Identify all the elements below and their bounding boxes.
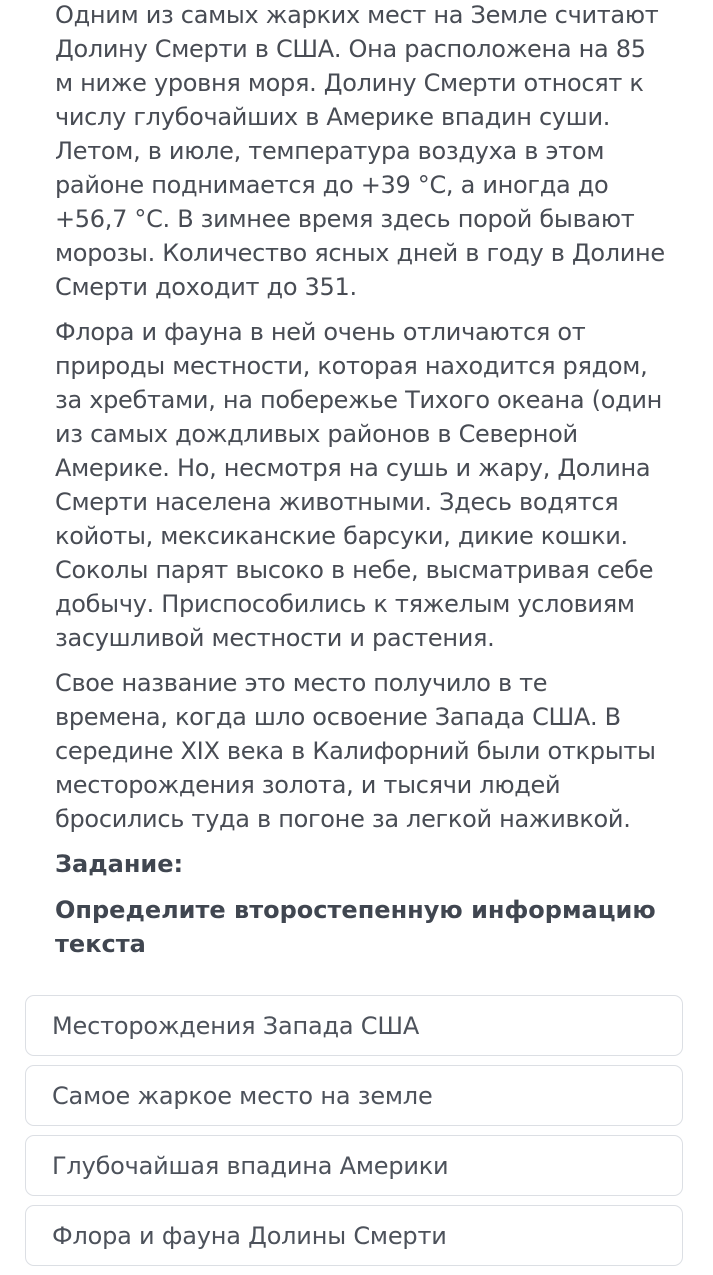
answer-option-2[interactable]: Самое жаркое место на земле: [25, 1065, 683, 1126]
paragraph-1: Одним из самых жарких мест на Земле считают Долину Смерти в США. Она расположена на 85 м ниже уровня моря. Долину Смерти относят к числу глубочайших в Америке впадин суши. Летом, в июле, температура воздуха в этом районе поднимается до +39 °C, а иногда до +56,7 °C. В зимнее время здесь порой бывают морозы. Количество ясных дней в году в Долине Смерти доходит до 351.: [55, 1, 665, 301]
paragraph-2: Флора и фауна в ней очень отличаются от природы местности, которая находится рядом, за хребтами, на побережье Тихого океана (один из самых дождливых районов в Северной Америке. Но, несмотря на сушь и жару, Долина Смерти населена животными. Здесь водятся койоты, мексиканские барсуки, дикие кошки. Соколы парят высоко в небе, высматривая себе добычу. Приспособились к тяжелым условиям засушливой местности и растения.: [55, 318, 663, 652]
reading-text: [55, 0, 665, 961]
task-question: Определите второстепенную информацию текста: [55, 896, 656, 958]
answer-option-3[interactable]: Глубочайшая впадина Америки: [25, 1135, 683, 1196]
answer-options: [25, 995, 683, 1275]
paragraph-3: Свое название это место получило в те времена, когда шло освоение Запада США. В середине XIX века в Калифорний были открыты месторождения золота, и тысячи людей бросились туда в погоне за легкой наживкой.: [55, 669, 656, 833]
task-label: Задание:: [55, 850, 184, 878]
answer-option-1[interactable]: Месторождения Запада США: [25, 995, 683, 1056]
answer-option-4[interactable]: Флора и фауна Долины Смерти: [25, 1205, 683, 1266]
